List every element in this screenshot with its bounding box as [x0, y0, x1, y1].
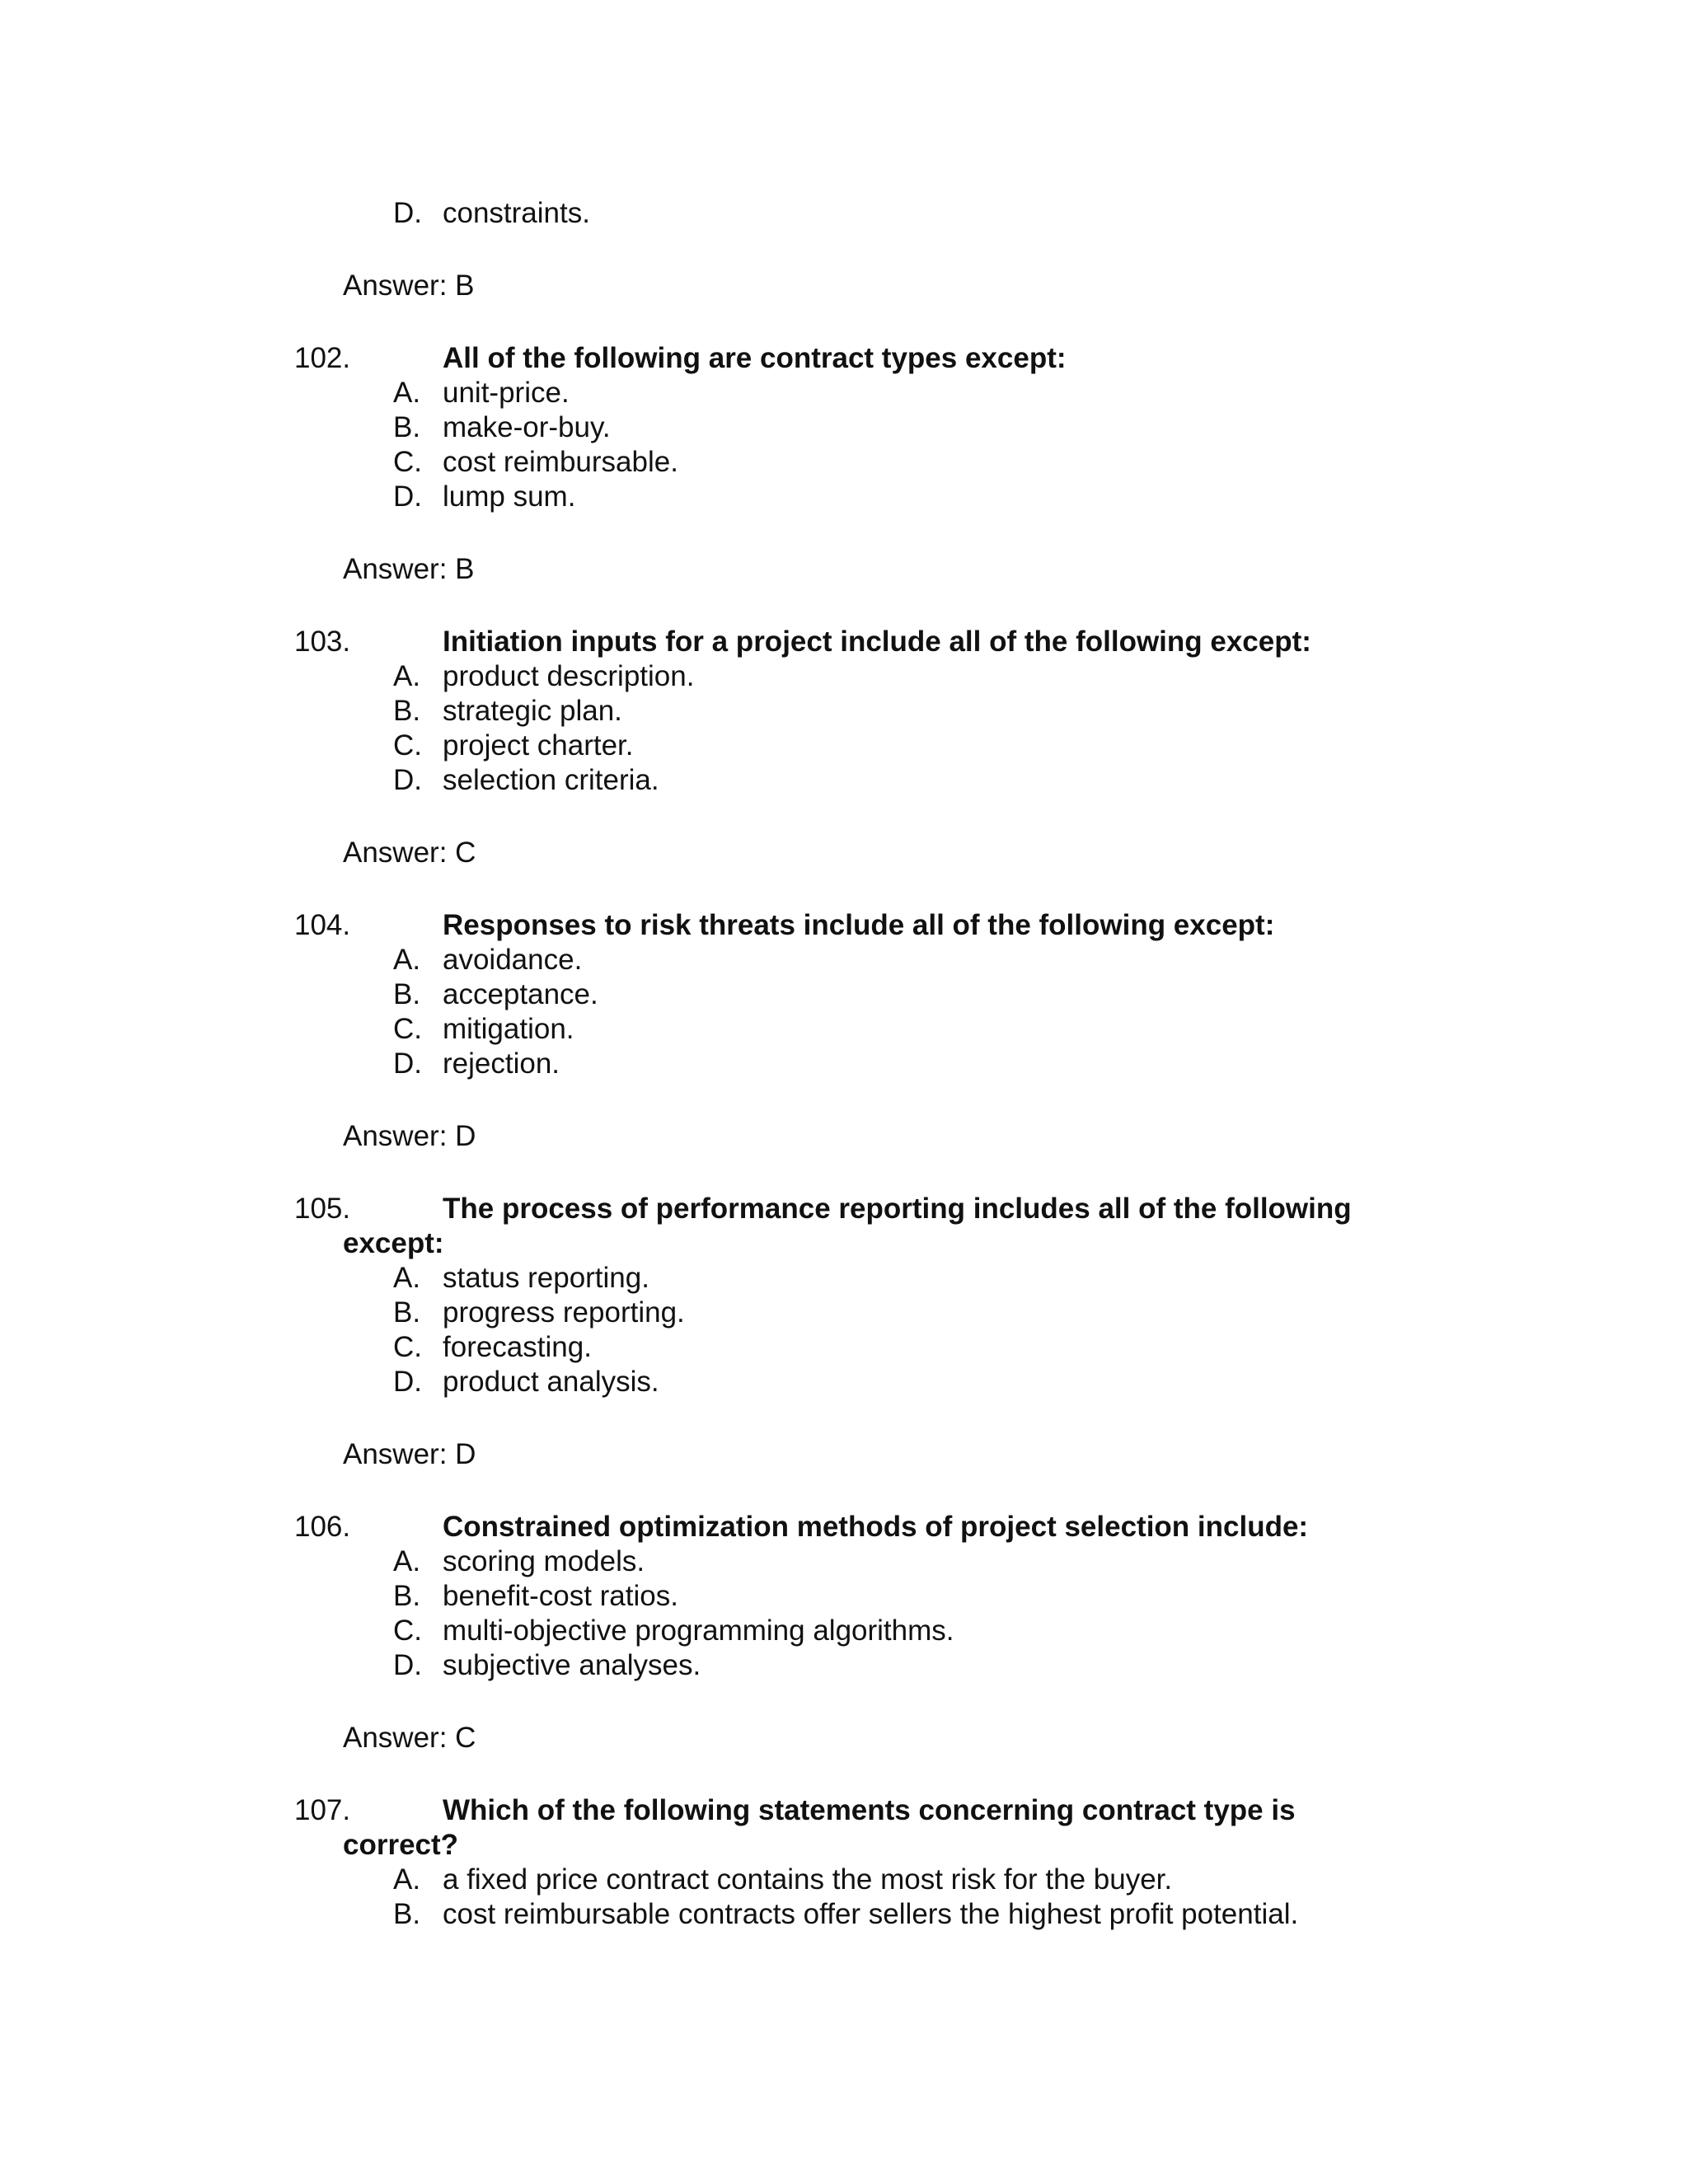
option-letter: A. [393, 1545, 421, 1577]
option-text: lump sum. [443, 480, 576, 513]
option-text: make-or-buy. [443, 411, 611, 443]
option-text: subjective analyses. [443, 1649, 701, 1681]
option-text: acceptance. [443, 978, 598, 1010]
option-text: cost reimbursable contracts offer sellers the highest profit potential. [443, 1898, 1299, 1930]
option-text: progress reporting. [443, 1296, 685, 1329]
option-text: status reporting. [443, 1262, 649, 1294]
option-text: unit-price. [443, 377, 570, 409]
option-text: cost reimbursable. [443, 446, 678, 478]
option-letter: D. [393, 1366, 422, 1398]
question-number: 102. [294, 342, 351, 374]
option-text: forecasting. [443, 1331, 592, 1363]
question-stem-continued: correct? [343, 1829, 459, 1861]
question-number: 107. [294, 1794, 351, 1826]
answer-line: Answer: C [343, 837, 476, 869]
option-text: strategic plan. [443, 695, 622, 727]
option-letter: B. [393, 695, 421, 727]
question-number: 104. [294, 909, 351, 941]
question-stem: Which of the following statements concerning contract type is [443, 1794, 1296, 1826]
question-stem: Constrained optimization methods of project selection include: [443, 1511, 1309, 1543]
option-letter: D. [393, 1649, 422, 1681]
option-letter: C. [393, 1331, 422, 1363]
option-text: a fixed price contract contains the most risk for the buyer. [443, 1863, 1173, 1896]
option-letter: B. [393, 1296, 421, 1329]
option-letter: A. [393, 660, 421, 692]
option-letter: C. [393, 446, 422, 478]
question-stem-continued: except: [343, 1227, 444, 1259]
option-letter: B. [393, 1580, 421, 1612]
option-letter: D. [393, 764, 422, 796]
option-letter: D. [393, 197, 422, 229]
question-stem: All of the following are contract types except: [443, 342, 1067, 374]
option-letter: A. [393, 377, 421, 409]
option-text: benefit-cost ratios. [443, 1580, 678, 1612]
option-text: mitigation. [443, 1013, 574, 1045]
option-text: selection criteria. [443, 764, 659, 796]
option-text: multi-objective programming algorithms. [443, 1615, 954, 1647]
answer-line: Answer: D [343, 1120, 476, 1152]
option-text: project charter. [443, 729, 634, 762]
answer-line: Answer: C [343, 1722, 476, 1754]
option-text: avoidance. [443, 944, 583, 976]
option-letter: A. [393, 944, 421, 976]
answer-line: Answer: B [343, 269, 475, 302]
option-letter: A. [393, 1863, 421, 1896]
option-text: product description. [443, 660, 695, 692]
question-stem: The process of performance reporting includes all of the following [443, 1193, 1352, 1225]
option-letter: C. [393, 1615, 422, 1647]
question-number: 105. [294, 1193, 351, 1225]
option-text: product analysis. [443, 1366, 659, 1398]
option-letter: D. [393, 1047, 422, 1080]
option-letter: A. [393, 1262, 421, 1294]
option-letter: C. [393, 1013, 422, 1045]
option-letter: B. [393, 411, 421, 443]
question-stem: Responses to risk threats include all of the following except: [443, 909, 1275, 941]
answer-line: Answer: B [343, 553, 475, 585]
option-letter: D. [393, 480, 422, 513]
option-letter: C. [393, 729, 422, 762]
answer-line: Answer: D [343, 1438, 476, 1470]
option-letter: B. [393, 978, 421, 1010]
option-text: scoring models. [443, 1545, 645, 1577]
question-stem: Initiation inputs for a project include all of the following except: [443, 626, 1311, 658]
question-number: 106. [294, 1511, 351, 1543]
option-letter: B. [393, 1898, 421, 1930]
question-number: 103. [294, 626, 351, 658]
option-text: rejection. [443, 1047, 560, 1080]
option-text: constraints. [443, 197, 590, 229]
